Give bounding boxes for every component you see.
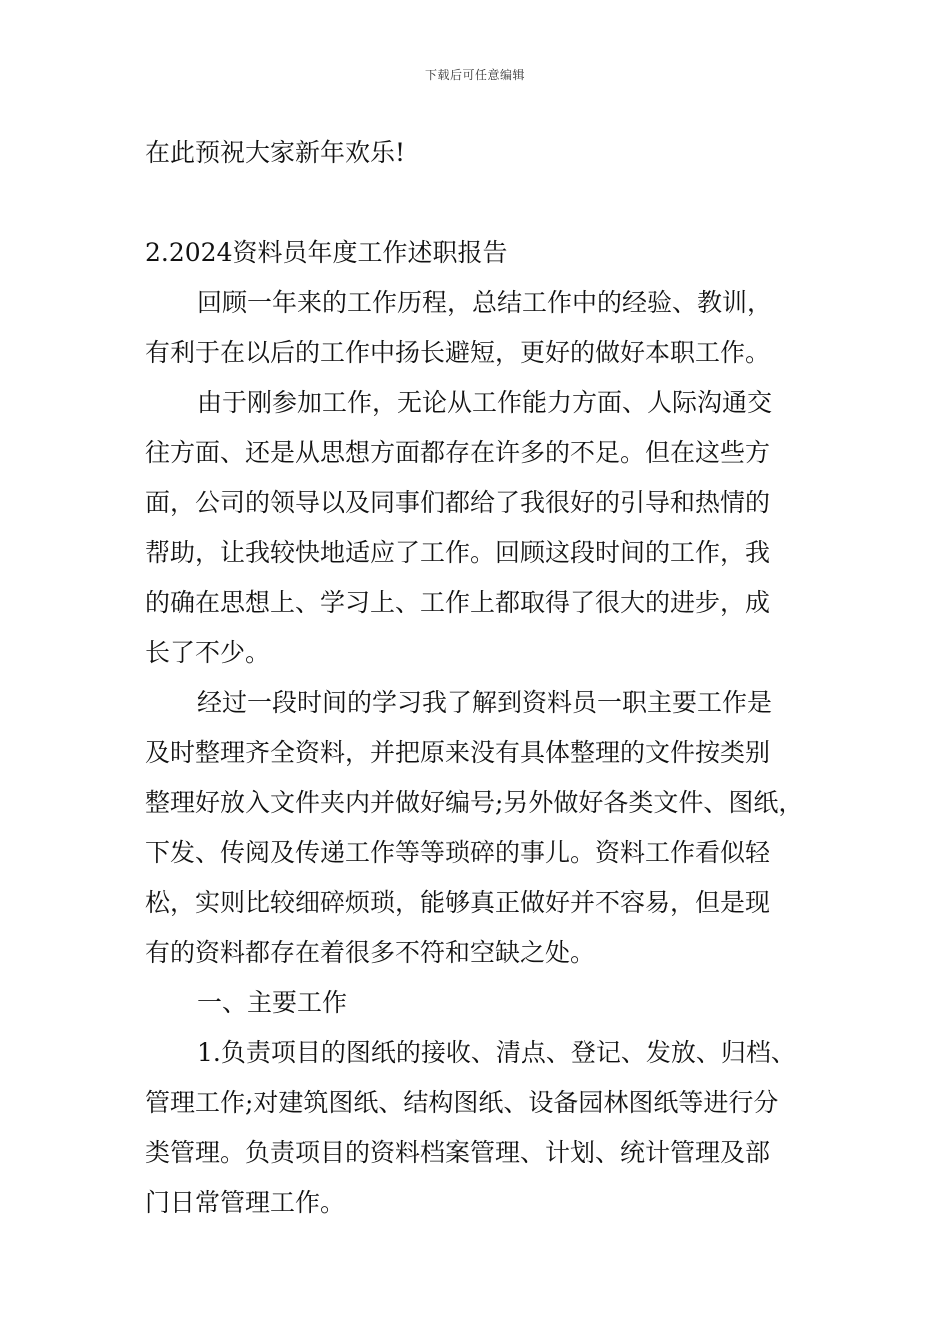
page-header: 下载后可任意编辑 [424,68,525,82]
paragraph-item-1 [145,1028,810,1228]
paragraph-line: 有利于在以后的工作中扬长避短，更好的做好本职工作。 [145,338,771,367]
paragraph-line: 面，公司的领导以及同事们都给了我很好的引导和热情的 [145,488,771,517]
blank-line [145,178,810,228]
paragraph-line: 1.负责项目的图纸的接收、清点、登记、发放、归档、 [197,1038,796,1067]
paragraph-line: 经过一段时间的学习我了解到资料员一职主要工作是 [197,688,773,717]
paragraph-line: 整理好放入文件夹内并做好编号;另外做好各类文件、图纸， [145,788,804,817]
paragraph-line: 的确在思想上、学习上、工作上都取得了很大的进步，成 [145,588,771,617]
paragraph-line: 类管理。负责项目的资料档案管理、计划、统计管理及部 [145,1138,771,1167]
paragraph-adaptation [145,378,810,678]
greeting-line: 在此预祝大家新年欢乐! [145,138,406,167]
section-title: 2.2024资料员年度工作述职报告 [145,238,508,267]
paragraph-line: 长了不少。 [145,638,271,667]
paragraph-line: 松，实则比较细碎烦琐，能够真正做好并不容易，但是现 [145,888,771,917]
document-body [145,128,810,1228]
paragraph-line: 下发、传阅及传递工作等等琐碎的事儿。资料工作看似轻 [145,838,771,867]
paragraph-line: 门日常管理工作。 [145,1188,346,1217]
paragraph-line: 及时整理齐全资料，并把原来没有具体整理的文件按类别 [145,738,771,767]
paragraph-line: 往方面、还是从思想方面都存在许多的不足。但在这些方 [145,438,771,467]
paragraph-line: 由于刚参加工作，无论从工作能力方面、人际沟通交 [197,388,773,417]
paragraph-line: 有的资料都存在着很多不符和空缺之处。 [145,938,596,967]
paragraph-line: 回顾一年来的工作历程，总结工作中的经验、教训， [197,288,773,317]
paragraph-review [145,278,810,378]
subheading-line: 一、主要工作 [197,988,348,1017]
paragraph-line: 管理工作;对建筑图纸、结构图纸、设备园林图纸等进行分 [145,1088,779,1117]
paragraph-duties-overview [145,678,810,978]
paragraph-line: 帮助，让我较快地适应了工作。回顾这段时间的工作，我 [145,538,771,567]
subheading-main-work [145,978,810,1028]
